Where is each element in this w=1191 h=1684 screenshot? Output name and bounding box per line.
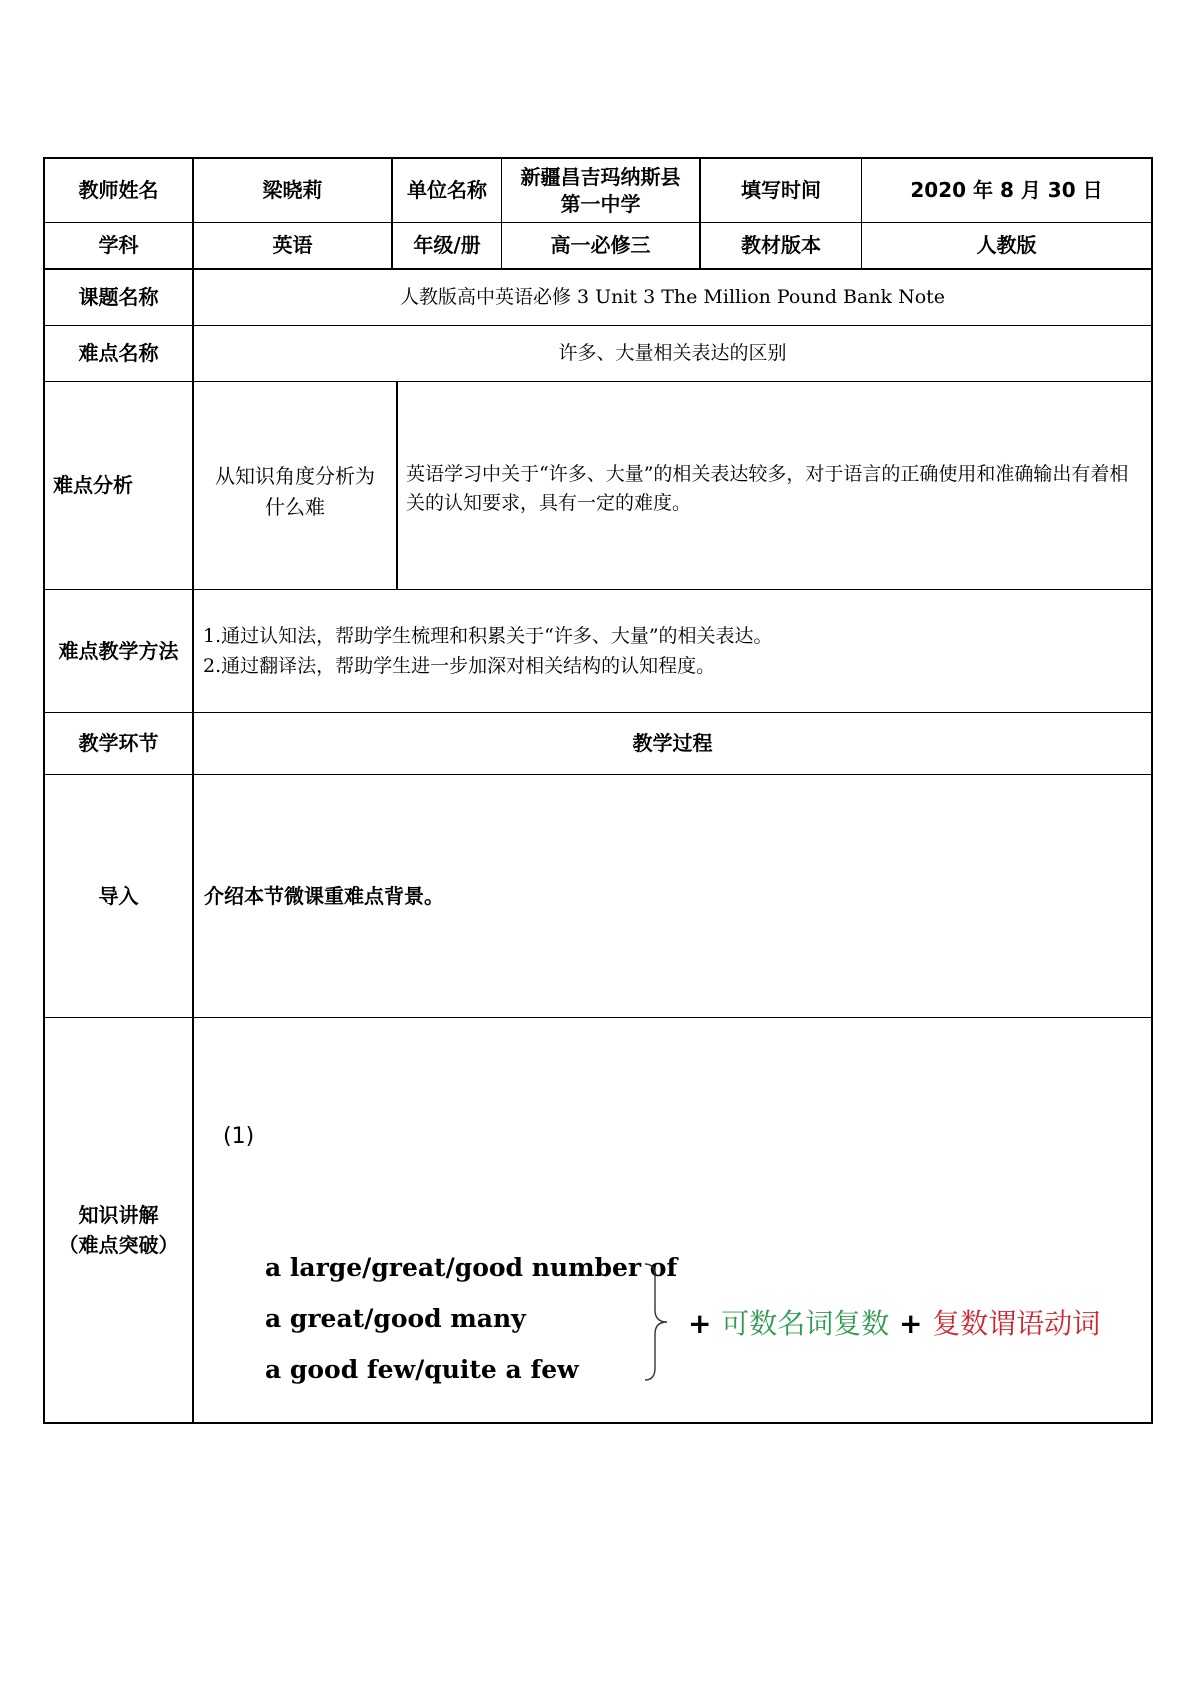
grade-label: 年级/册: [413, 233, 481, 257]
process-header: 教学过程: [632, 731, 713, 755]
table-border-right: [1151, 157, 1153, 1424]
column-divider: [396, 381, 398, 589]
unit-name-line2: 第一中学: [560, 191, 641, 216]
subject-value: 英语: [272, 233, 313, 257]
method-label: 难点教学方法: [58, 638, 179, 663]
expression-2: a great/good many: [265, 1304, 526, 1333]
expression-1: a large/great/good number of: [265, 1253, 678, 1282]
knowledge-label: [45, 1018, 192, 1422]
analysis-sub-label-line1: 从知识角度分析为: [215, 464, 375, 488]
method-list: [203, 590, 1143, 712]
rule-formula: [688, 1302, 1100, 1342]
difficulty-label: 难点名称: [78, 341, 159, 365]
table-border-bottom: [43, 1422, 1153, 1424]
edition-label: 教材版本: [741, 233, 821, 257]
row-divider: [43, 1017, 1153, 1018]
fill-date-label: 填写时间: [741, 178, 821, 202]
analysis-sub-label: [194, 382, 396, 589]
unit-name-line1: 新疆昌吉玛纳斯县: [520, 164, 681, 189]
knowledge-label-line2: （难点突破）: [58, 1233, 179, 1257]
intro-label: 导入: [98, 883, 139, 908]
intro-text: 介绍本节微课重难点背景。: [204, 883, 444, 908]
unit-name-value: [502, 159, 699, 222]
noun-rule: 可数名词复数: [721, 1307, 890, 1340]
teacher-name-value: 梁晓莉: [262, 178, 323, 202]
edition-value: 人教版: [976, 233, 1037, 257]
verb-rule: 复数谓语动词: [932, 1307, 1101, 1340]
method-item-2: 2.通过翻译法，帮助学生进一步加深对相关结构的认知程度。: [203, 655, 716, 677]
topic-label: 课题名称: [78, 285, 159, 309]
method-item-1: 1.通过认知法，帮助学生梳理和积累关于“许多、大量”的相关表达。: [203, 624, 773, 647]
plus-sign: +: [898, 1307, 923, 1340]
stage-header: 教学环节: [78, 731, 159, 755]
analysis-text: 英语学习中关于“许多、大量”的相关表达较多，对于语言的正确使用和准确输出有着相关的认知要求，具有一定的难度。: [406, 463, 1129, 515]
teacher-name-label: 教师姓名: [78, 178, 159, 202]
knowledge-label-line1: 知识讲解: [78, 1203, 159, 1227]
analysis-sub-label-line2: 什么难: [265, 495, 325, 519]
point-number: (1): [223, 1124, 255, 1149]
unit-name-label: 单位名称: [407, 178, 487, 202]
expression-3: a good few/quite a few: [265, 1355, 579, 1384]
right-brace-icon: [643, 1262, 673, 1382]
plus-sign: +: [688, 1307, 712, 1340]
grade-value: 高一必修三: [550, 233, 651, 257]
topic-value: 人教版高中英语必修 3 Unit 3 The Million Pound Bank Note: [399, 285, 946, 308]
analysis-label: 难点分析: [53, 473, 133, 497]
difficulty-value: 许多、大量相关表达的区别: [558, 341, 787, 364]
lesson-plan-table: [43, 157, 1153, 1424]
subject-label: 学科: [98, 233, 139, 257]
fill-date-value: 2020 年 8 月 30 日: [910, 178, 1103, 202]
